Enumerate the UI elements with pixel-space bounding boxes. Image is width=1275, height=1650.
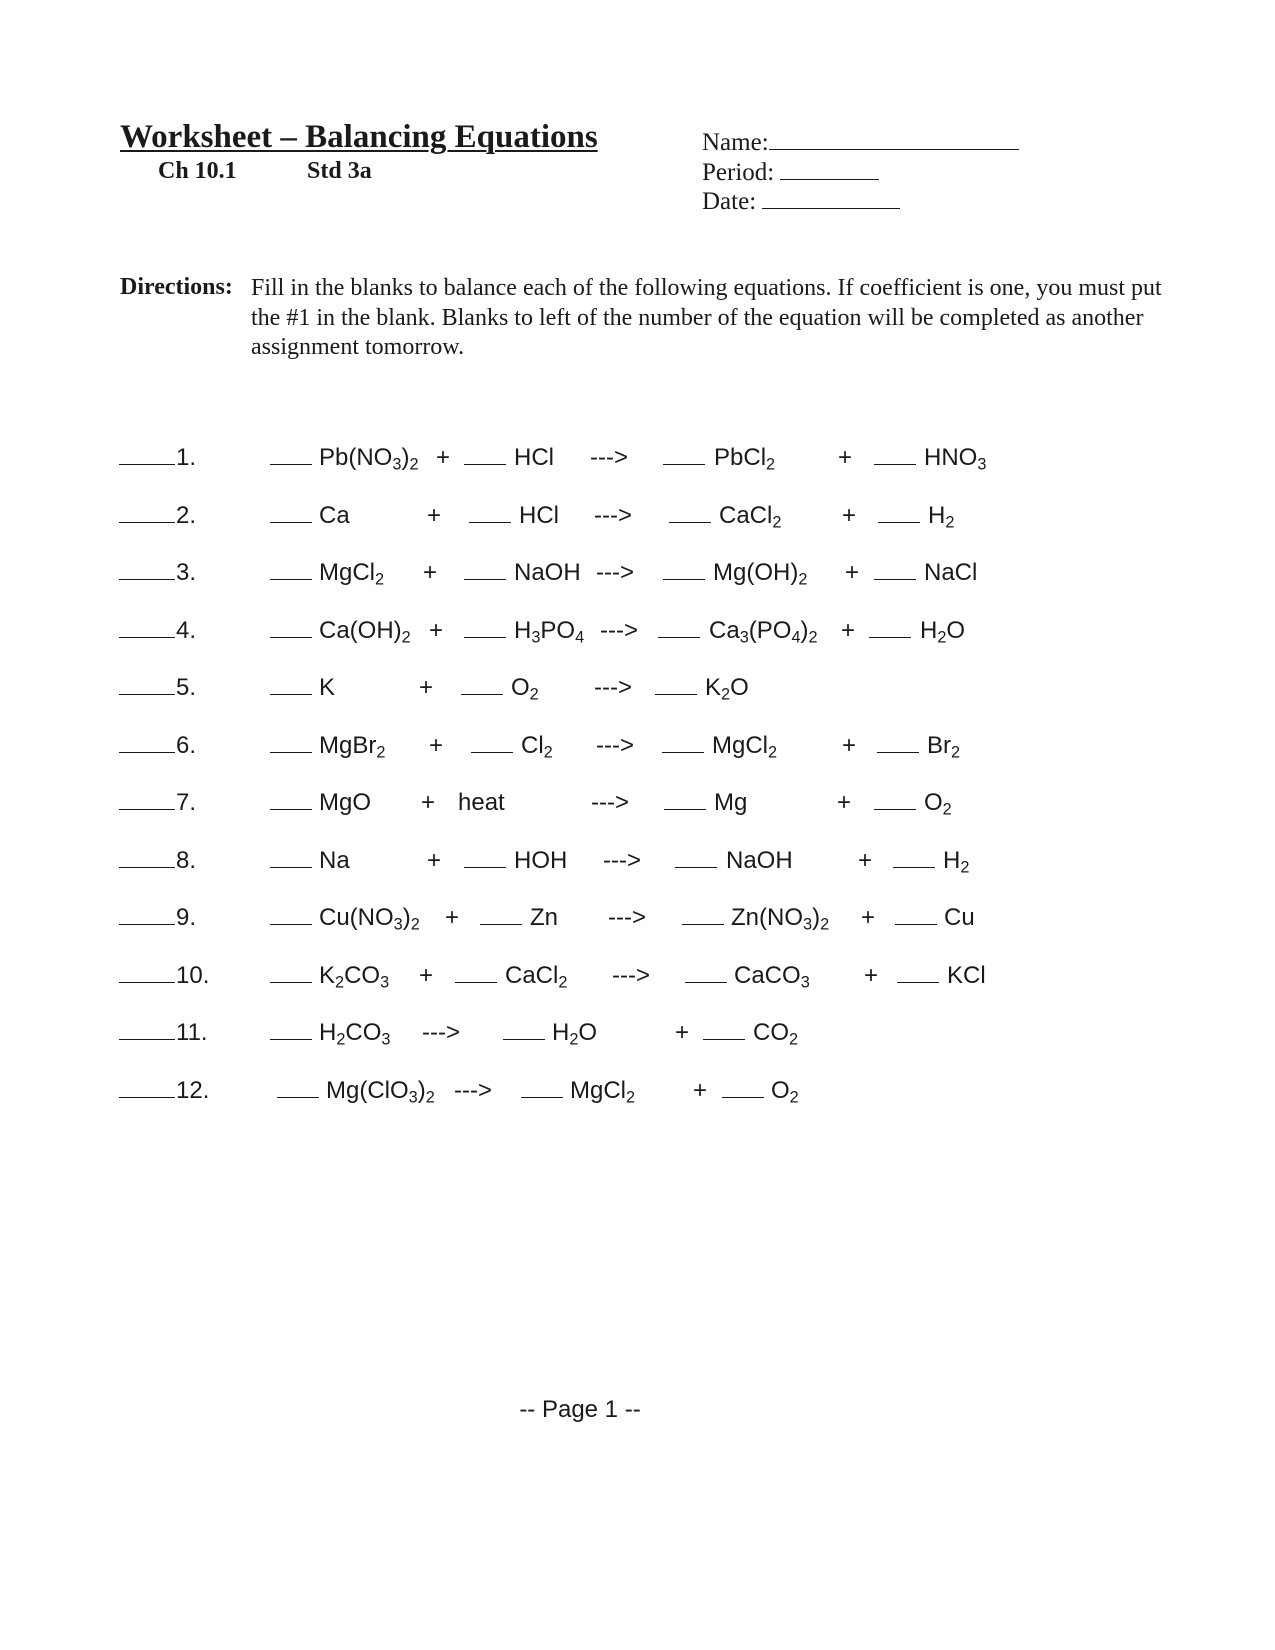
product-2: $H_2$ (943, 847, 970, 877)
coefficient-blank[interactable] (663, 444, 705, 472)
reaction-arrow: ---> (596, 732, 634, 759)
product-2: $HNO_3$ (924, 444, 987, 474)
date-blank[interactable] (762, 186, 900, 209)
coefficient-blank[interactable] (270, 674, 312, 702)
coefficient-blank[interactable] (270, 617, 312, 645)
coefficient-blank[interactable] (277, 1077, 319, 1105)
coefficient-blank[interactable] (655, 674, 697, 702)
equation-number: 9. (176, 904, 197, 931)
coefficient-blank[interactable] (877, 732, 919, 760)
plus-sign: + (419, 674, 434, 701)
assignment-blank[interactable] (119, 502, 175, 530)
assignment-blank[interactable] (119, 1077, 175, 1105)
reactant-1: $Pb(NO_3)_2$ (319, 444, 419, 474)
plus-sign: + (675, 1019, 690, 1046)
chapter-label: Ch 10.1 (158, 158, 237, 184)
plus-sign: + (837, 789, 852, 816)
reactant-1: Ca (319, 502, 350, 529)
reactant-2: HCl (519, 502, 559, 529)
plus-sign: + (429, 617, 444, 644)
plus-sign: + (429, 732, 444, 759)
assignment-blank[interactable] (119, 789, 175, 817)
equation-row (0, 1077, 1275, 1117)
equation-number: 1. (176, 444, 197, 471)
equation-row (0, 674, 1275, 714)
reactant-2: heat (458, 789, 505, 816)
equation-row (0, 789, 1275, 829)
equation-number: 2. (176, 502, 197, 529)
reaction-arrow: ---> (590, 444, 628, 471)
reaction-arrow: ---> (600, 617, 638, 644)
reactant-2: NaOH (514, 559, 581, 586)
plus-sign: + (427, 847, 442, 874)
product-1: MgCl$_2$ (570, 1077, 636, 1107)
name-field[interactable] (702, 127, 1019, 157)
coefficient-blank[interactable] (675, 847, 717, 875)
coefficient-blank[interactable] (270, 789, 312, 817)
plus-sign: + (845, 559, 860, 586)
product-2: Cu (944, 904, 975, 931)
coefficient-blank[interactable] (521, 1077, 563, 1105)
product-2: $H_2$ (928, 502, 955, 532)
reactant-1: $Mg(ClO_3)_2$ (326, 1077, 435, 1107)
coefficient-blank[interactable] (685, 962, 727, 990)
product-1: PbCl$_2$ (714, 444, 776, 474)
reactant-1: MgO (319, 789, 372, 816)
product-2: $CO_2$ (753, 1019, 799, 1049)
standard-label: Std 3a (307, 158, 372, 184)
reaction-arrow: ---> (603, 847, 641, 874)
equation-number: 7. (176, 789, 197, 816)
page-footer: -- Page 1 -- (519, 1396, 641, 1423)
coefficient-blank[interactable] (874, 789, 916, 817)
equation-row (0, 559, 1275, 599)
assignment-blank[interactable] (119, 617, 175, 645)
coefficient-blank[interactable] (722, 1077, 764, 1105)
reactant-1: Na (319, 847, 350, 874)
product-2: $O_2$ (771, 1077, 799, 1107)
product-2: NaCl (924, 559, 978, 586)
coefficient-blank[interactable] (270, 904, 312, 932)
coefficient-blank[interactable] (464, 617, 506, 645)
directions-label: Directions: (120, 274, 233, 300)
coefficient-blank[interactable] (658, 617, 700, 645)
equation-row (0, 1019, 1275, 1059)
date-field[interactable] (702, 186, 900, 216)
reaction-arrow: ---> (612, 962, 650, 989)
reaction-arrow: ---> (594, 674, 632, 701)
reactant-2: HCl (514, 444, 554, 471)
product-1: $H_2O$ (552, 1019, 598, 1049)
plus-sign: + (445, 904, 460, 931)
assignment-blank[interactable] (119, 1019, 175, 1047)
coefficient-blank[interactable] (874, 444, 916, 472)
product-1: $K_2O$ (705, 674, 749, 704)
plus-sign: + (421, 789, 436, 816)
reaction-arrow: ---> (608, 904, 646, 931)
reactant-2: $O_2$ (511, 674, 539, 704)
product-2: KCl (947, 962, 986, 989)
equation-number: 6. (176, 732, 197, 759)
coefficient-blank[interactable] (455, 962, 497, 990)
reaction-arrow: ---> (591, 789, 629, 816)
equation-number: 12. (176, 1077, 210, 1104)
reaction-arrow: ---> (422, 1019, 460, 1046)
coefficient-blank[interactable] (897, 962, 939, 990)
assignment-blank[interactable] (119, 904, 175, 932)
product-1: Mg (714, 789, 748, 816)
plus-sign: + (423, 559, 438, 586)
reactant-2: Zn (530, 904, 559, 931)
coefficient-blank[interactable] (682, 904, 724, 932)
name-blank[interactable] (769, 127, 1019, 150)
date-label: Date: (702, 188, 757, 215)
reaction-arrow: ---> (454, 1077, 492, 1104)
plus-sign: + (419, 962, 434, 989)
reactant-2: $Cl_2$ (521, 732, 553, 762)
reactant-1: $Cu(NO_3)_2$ (319, 904, 420, 934)
reactant-2: HOH (514, 847, 568, 874)
reactant-1: MgBr$_2$ (319, 732, 386, 762)
reaction-arrow: ---> (594, 502, 632, 529)
plus-sign: + (842, 732, 857, 759)
coefficient-blank[interactable] (669, 502, 711, 530)
coefficient-blank[interactable] (464, 444, 506, 472)
coefficient-blank[interactable] (664, 789, 706, 817)
coefficient-blank[interactable] (270, 444, 312, 472)
product-1: $Mg(OH)_2$ (713, 559, 808, 589)
equation-number: 5. (176, 674, 197, 701)
product-2: $Br_2$ (927, 732, 961, 762)
assignment-blank[interactable] (119, 732, 175, 760)
plus-sign: + (427, 502, 442, 529)
reaction-arrow: ---> (596, 559, 634, 586)
coefficient-blank[interactable] (662, 732, 704, 760)
coefficient-blank[interactable] (893, 847, 935, 875)
reactant-2: $H_3PO_4$ (514, 617, 585, 647)
equation-number: 8. (176, 847, 197, 874)
coefficient-blank[interactable] (895, 904, 937, 932)
period-field[interactable] (702, 157, 879, 187)
product-1: CaCl$_2$ (719, 502, 782, 532)
plus-sign: + (436, 444, 451, 471)
coefficient-blank[interactable] (703, 1019, 745, 1047)
product-1: $Ca_3(PO_4)_2$ (709, 617, 818, 647)
coefficient-blank[interactable] (270, 732, 312, 760)
product-1: CaCO$_3$ (734, 962, 810, 992)
reactant-1: $K_2CO_3$ (319, 962, 390, 992)
coefficient-blank[interactable] (270, 502, 312, 530)
product-1: MgCl$_2$ (712, 732, 778, 762)
worksheet-title: Worksheet – Balancing Equations (120, 119, 598, 155)
plus-sign: + (693, 1077, 708, 1104)
product-1: NaOH (726, 847, 793, 874)
coefficient-blank[interactable] (878, 502, 920, 530)
equation-number: 3. (176, 559, 197, 586)
coefficient-blank[interactable] (270, 1019, 312, 1047)
period-label: Period: (702, 159, 775, 186)
coefficient-blank[interactable] (461, 674, 503, 702)
reactant-1: $Ca(OH)_2$ (319, 617, 411, 647)
reactant-1: MgCl$_2$ (319, 559, 385, 589)
assignment-blank[interactable] (119, 444, 175, 472)
name-label: Name: (702, 129, 769, 156)
plus-sign: + (838, 444, 853, 471)
coefficient-blank[interactable] (869, 617, 911, 645)
equation-row (0, 904, 1275, 944)
assignment-blank[interactable] (119, 847, 175, 875)
assignment-blank[interactable] (119, 674, 175, 702)
equation-row (0, 962, 1275, 1002)
equation-row (0, 847, 1275, 887)
coefficient-blank[interactable] (270, 559, 312, 587)
coefficient-blank[interactable] (464, 559, 506, 587)
plus-sign: + (841, 617, 856, 644)
coefficient-blank[interactable] (464, 847, 506, 875)
coefficient-blank[interactable] (471, 732, 513, 760)
coefficient-blank[interactable] (469, 502, 511, 530)
coefficient-blank[interactable] (270, 847, 312, 875)
reactant-1: K (319, 674, 336, 701)
equation-row (0, 617, 1275, 657)
assignment-blank[interactable] (119, 962, 175, 990)
reactant-2: CaCl$_2$ (505, 962, 568, 992)
coefficient-blank[interactable] (663, 559, 705, 587)
equation-row (0, 444, 1275, 484)
plus-sign: + (842, 502, 857, 529)
coefficient-blank[interactable] (503, 1019, 545, 1047)
equation-row (0, 732, 1275, 772)
coefficient-blank[interactable] (480, 904, 522, 932)
plus-sign: + (861, 904, 876, 931)
directions-text: Fill in the blanks to balance each of the following equations. If coefficient is one, you must put the #1 in the blank. Blanks to left of the number of the equation will be completed as another assignment tomorrow. (251, 275, 1162, 360)
equation-number: 4. (176, 617, 197, 644)
reactant-1: $H_2CO_3$ (319, 1019, 391, 1049)
period-blank[interactable] (780, 157, 879, 180)
coefficient-blank[interactable] (874, 559, 916, 587)
product-1: $Zn(NO_3)_2$ (731, 904, 830, 934)
product-2: $O_2$ (924, 789, 952, 819)
assignment-blank[interactable] (119, 559, 175, 587)
plus-sign: + (864, 962, 879, 989)
product-2: $H_2O$ (920, 617, 966, 647)
equation-number: 11. (176, 1019, 208, 1046)
coefficient-blank[interactable] (270, 962, 312, 990)
equation-row (0, 502, 1275, 542)
plus-sign: + (858, 847, 873, 874)
equation-number: 10. (176, 962, 210, 989)
